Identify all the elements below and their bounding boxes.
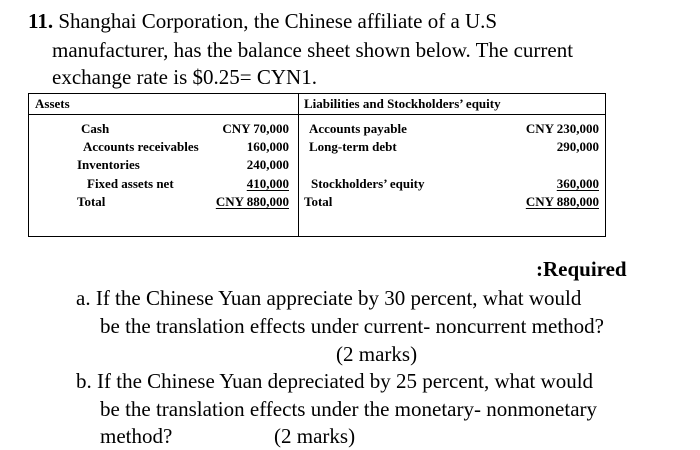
part-a-line-2: be the translation effects under current- noncurrent method?	[100, 314, 604, 338]
part-b-line-2: be the translation effects under the monetary- nonmonetary	[100, 397, 598, 421]
balance-sheet-table	[28, 93, 606, 237]
question-number: 11.	[28, 9, 54, 33]
asset-label-receivables: Accounts receivables	[83, 139, 199, 154]
asset-label-cash: Cash	[81, 121, 110, 136]
liabilities-header: Liabilities and Stockholders’ equity	[304, 96, 501, 111]
liability-value-total: CNY 880,000	[525, 194, 599, 209]
asset-label-fixed-assets: Fixed assets net	[87, 176, 174, 191]
asset-label-total: Total	[77, 194, 106, 209]
liability-label-total: Total	[304, 194, 333, 209]
assets-header: Assets	[35, 96, 70, 111]
asset-value-total: CNY 880,000	[215, 194, 289, 209]
part-b-line-1: b. If the Chinese Yuan depreciated by 25 percent, what would	[76, 369, 594, 393]
liability-value-long-term-debt: 290,000	[556, 139, 599, 154]
part-b-marks: (2 marks)	[274, 424, 356, 448]
question-line-3: exchange rate is $0.25= CYN1.	[52, 65, 317, 89]
balance-sheet-divider	[298, 94, 299, 236]
required-heading: :Required	[536, 257, 627, 281]
question-line-2: manufacturer, has the balance sheet shown below. The current	[52, 38, 574, 62]
liability-label-payable: Accounts payable	[309, 121, 407, 136]
liability-value-equity: 360,000	[556, 176, 599, 191]
part-a-marks: (2 marks)	[336, 342, 418, 366]
asset-value-inventories: 240,000	[246, 157, 289, 172]
question-text-1: Shanghai Corporation, the Chinese affiliate of a U.S	[58, 9, 498, 33]
asset-value-receivables: 160,000	[246, 139, 289, 154]
liability-label-long-term-debt: Long-term debt	[309, 139, 397, 154]
asset-label-inventories: Inventories	[77, 157, 140, 172]
asset-value-fixed-assets: 410,000	[246, 176, 289, 191]
part-a-line-1: a. If the Chinese Yuan appreciate by 30 percent, what would	[76, 286, 582, 310]
question-line-1	[28, 8, 497, 34]
part-b-line-3: method?	[100, 424, 173, 448]
liability-label-equity: Stockholders’ equity	[311, 176, 425, 191]
asset-value-cash: CNY 70,000	[222, 121, 289, 136]
liability-value-payable: CNY 230,000	[525, 121, 599, 136]
